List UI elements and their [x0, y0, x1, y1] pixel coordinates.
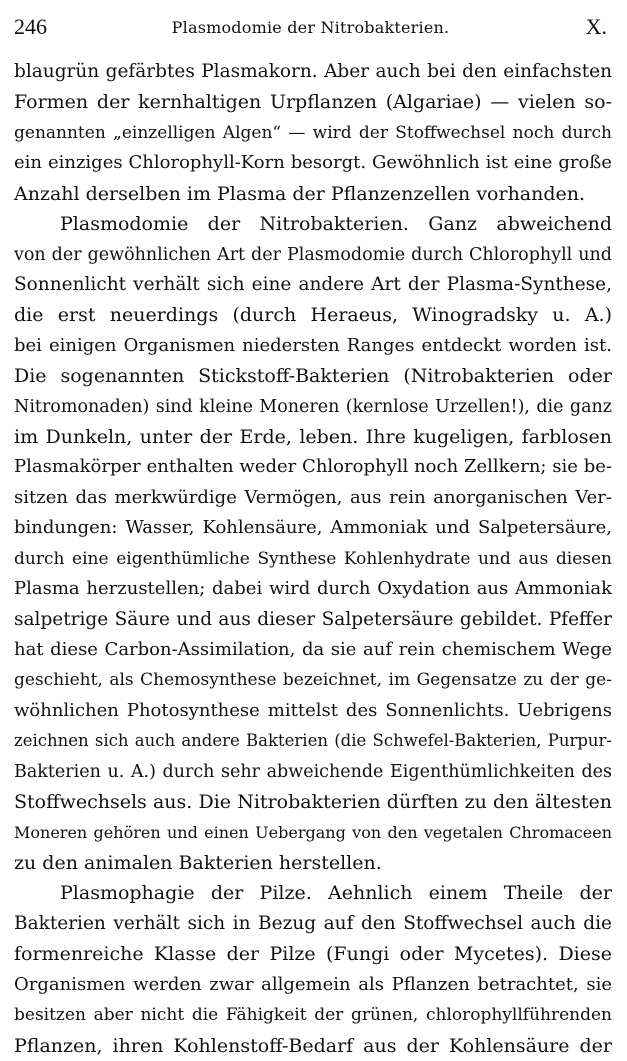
text-line: Organismen werden zwar allgemein als Pflanzen betrachtet, sie [14, 973, 612, 995]
text-line: wöhnlichen Photosynthese mittelst des Sonnenlichts. Uebrigens [14, 699, 612, 721]
text-line: bindungen: Wasser, Kohlensäure, Ammoniak und Salpetersäure, [14, 517, 612, 539]
text-line: im Dunkeln, unter der Erde, leben. Ihre kugeligen, farblosen [14, 426, 612, 449]
text-line: genannten „einzelligen Algen“ — wird der Stoffwechsel noch durch [14, 122, 612, 143]
text-line: besitzen aber nicht die Fähigkeit der grünen, chlorophyllführenden [14, 1005, 612, 1026]
text-line: Bakterien u. A.) durch sehr abweichende Eigenthümlichkeiten des [14, 761, 612, 782]
text-line: Formen der kernhaltigen Urpflanzen (Algariae) — vielen so- [14, 91, 612, 114]
text-line: Bakterien verhält sich in Bezug auf den Stoffwechsel auch die [14, 912, 612, 934]
text-line: Pflanzen, ihren Kohlenstoff-Bedarf aus der Kohlensäure der [14, 1034, 612, 1057]
text-line: Sonnenlicht verhält sich eine andere Art der Plasma-Synthese, [14, 273, 612, 295]
chapter-number: X. [585, 14, 607, 39]
text-line: Stoffwechsels aus. Die Nitrobakterien dürften zu den ältesten [14, 791, 612, 814]
text-line: Moneren gehören und einen Uebergang von den vegetalen Chromaceen [14, 822, 612, 842]
text-line: von der gewöhnlichen Art der Plasmodomie durch Chlorophyll und [14, 244, 612, 265]
running-title: Plasmodomie der Nitrobakterien. [171, 18, 450, 37]
text-line: Nitromonaden) sind kleine Moneren (kernlose Urzellen!), die ganz [14, 396, 612, 417]
text-line: Anzahl derselben im Plasma der Pflanzenzellen vorhanden. [14, 182, 586, 205]
text-line: Plasmophagie der Pilze. Aehnlich einem Theile der [60, 882, 612, 905]
page-number: 246 [14, 14, 47, 39]
text-line: Plasmodomie der Nitrobakterien. Ganz abweichend [60, 213, 612, 236]
text-line: zu den animalen Bakterien herstellen. [14, 851, 382, 874]
text-line: blaugrün gefärbtes Plasmakorn. Aber auch bei den einfachsten [14, 61, 612, 82]
text-line: Plasmakörper enthalten weder Chlorophyll noch Zellkern; sie be- [14, 456, 612, 478]
text-line: Plasma herzustellen; dabei wird durch Oxydation aus Ammoniak [14, 578, 612, 600]
text-line: die erst neuerdings (durch Heraeus, Winogradsky u. A.) [14, 304, 612, 327]
text-line: sitzen das merkwürdige Vermögen, aus rein anorganischen Ver- [14, 486, 612, 508]
text-line: formenreiche Klasse der Pilze (Fungi oder Mycetes). Diese [14, 943, 612, 966]
text-line: geschieht, als Chemosynthese bezeichnet, im Gegensatze zu der ge- [14, 670, 612, 691]
text-line: durch eine eigenthümliche Synthese Kohlenhydrate und aus diesen [14, 548, 612, 569]
body-text [14, 57, 612, 1061]
text-line: zeichnen sich auch andere Bakterien (die Schwefel-Bakterien, Purpur- [14, 731, 612, 751]
text-line: hat diese Carbon-Assimilation, da sie auf rein chemischem Wege [14, 639, 612, 661]
text-line: salpetrige Säure und aus dieser Salpetersäure gebildet. Pfeffer [14, 608, 612, 630]
page-header [14, 10, 607, 46]
text-line: Die sogenannten Stickstoff-Bakterien (Nitrobakterien oder [14, 365, 612, 388]
text-line: ein einziges Chlorophyll-Korn besorgt. Gewöhnlich ist eine große [14, 152, 612, 174]
text-line: bei einigen Organismen niedersten Ranges entdeckt worden ist. [14, 334, 612, 356]
